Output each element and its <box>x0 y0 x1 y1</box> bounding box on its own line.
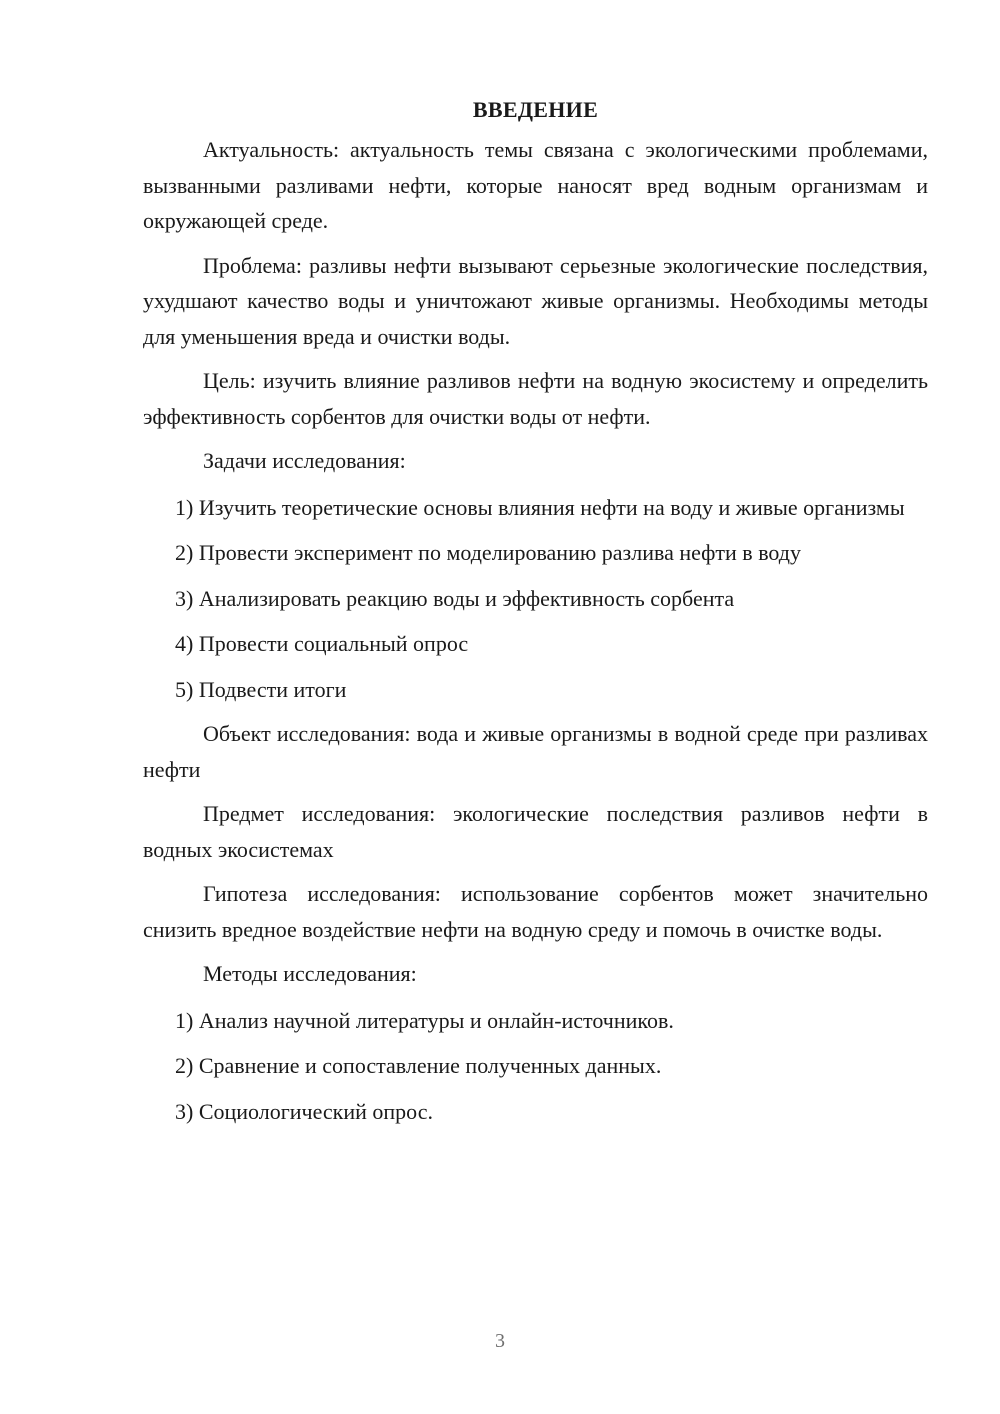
page-number: 3 <box>495 1330 505 1352</box>
method-item: 2) Сравнение и сопоставление полученных данных. <box>175 1053 662 1078</box>
subject-paragraph: Предмет исследования: экологические последствия разливов нефти в водных экосистемах <box>143 801 928 862</box>
document-page <box>143 92 928 1129</box>
task-item: 3) Анализировать реакцию воды и эффективность сорбента <box>175 585 735 611</box>
tasks-label: Задачи исследования: <box>203 448 406 473</box>
task-item: 1) Изучить теоретические основы влияния нефти на воду и живые организмы <box>175 494 905 520</box>
method-item: 1) Анализ научной литературы и онлайн-источников. <box>175 1007 674 1033</box>
problem-paragraph: Проблема: разливы нефти вызывают серьезные экологические последствия, ухудшают качество воды и уничтожают живые организмы. Необходимы методы для уменьшения вреда и очистки воды. <box>143 252 928 349</box>
hypothesis-paragraph: Гипотеза исследования: использование сорбентов может значительно снизить вредное воздействие нефти на водную среду и помочь в очистке воды. <box>143 881 928 942</box>
task-item: 2) Провести эксперимент по моделированию разлива нефти в воду <box>175 540 801 565</box>
section-heading: ВВЕДЕНИЕ <box>472 97 599 122</box>
relevance-paragraph: Актуальность: актуальность темы связана с экологическими проблемами, вызванными разливами нефти, которые наносят вред водным организмам и окружающей среде. <box>143 137 928 233</box>
object-paragraph: Объект исследования: вода и живые организмы в водной среде при разливах нефти <box>143 721 928 782</box>
methods-label: Методы исследования: <box>203 961 417 986</box>
task-item: 4) Провести социальный опрос <box>175 631 469 656</box>
goal-paragraph: Цель: изучить влияние разливов нефти на водную экосистему и определить эффективность сорбентов для очистки воды от нефти. <box>143 368 928 429</box>
task-item: 5) Подвести итоги <box>175 676 347 702</box>
methods-list <box>143 1003 928 1130</box>
method-item: 3) Социологический опрос. <box>175 1098 433 1124</box>
tasks-list <box>143 490 928 708</box>
